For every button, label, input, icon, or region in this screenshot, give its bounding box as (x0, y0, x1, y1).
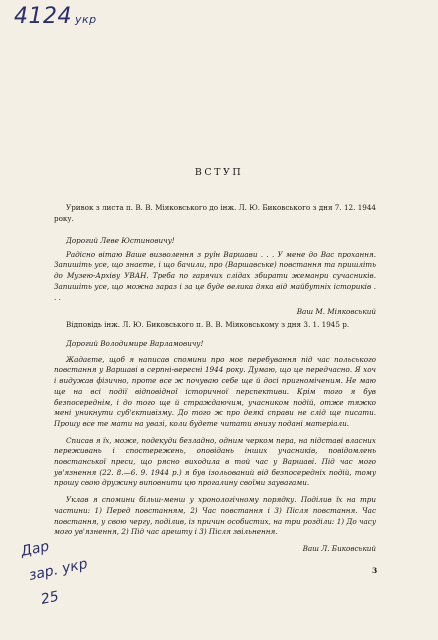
letter-2-para-3: Уклав я спомини більш-менш у хронологічному порядку. Поділив їх на три частини: 1) Перед повстанням, 2) Час повстання і 3) Після повстання. Час повстання, у свою чергу, поділив, із причин особистих, на три розділи: 1) До часу мого ув'язнення, 2) Під час арешту і 3) Після звільнення. (54, 495, 376, 537)
letter-2-para-1: Жадаєте, щоб я написав спомини про моє перебування під час польського повстання у Варшаві в серпні-вересні 1944 року. Думаю, що це передчасно. Я хоч і видужав фізично, проте все ж почуваю себе ще й досі пригноміченим. Не маю ще на всі події відповідної історичної перспективи. Крім того я був безпосереднім, і до того ще й страждаючим, учасником подій, отже тяжко мені уникнути суб'єктивізму. До того ж про деякі справи не слід ще писати. Прошу все те мати на увазі, коли будете читати внизу подані матеріали. (54, 354, 376, 428)
catalog-suffix: укр (75, 13, 97, 26)
handwritten-donation-note (20, 530, 120, 610)
reply-intro: Відповідь інж. Л. Ю. Биковського п. В. В. Міяковському з дня 3. 1. 1945 р. (66, 320, 350, 329)
letter-excerpt-heading (54, 203, 376, 224)
letter-2-para-2: Списав я їх, може, подекуди безладно, одним черком пера, на підставі власних переживань і спостережень, оповідань інших учасників, повідомлень повстанської преси, що рясно виходила в той час у Варшаві. Під час мого ув'язнення (22. 8.—6. 9. 1944 р.) я був ізольований від безпосередніх подій, тому прошу свою дружину виповнити цю прогалину своїми заувагами. (54, 435, 376, 488)
catalog-number: 4124 (14, 4, 72, 29)
letter-1 (54, 236, 376, 318)
salutation-1: Дорогий Леве Юстиновичу! (66, 236, 175, 245)
signature-1: Ваш М. Міяковський (296, 307, 376, 317)
signature-2: Ваш Л. Биковський (302, 543, 376, 553)
handwritten-catalog-number (14, 4, 97, 29)
excerpt-intro: Уривок з листа п. В. В. Міяковського до інж. Л. Ю. Биковського з дня 7. 12. 1944 року. (54, 203, 376, 223)
page-title: ВСТУП (194, 167, 244, 178)
hand-line-3: 25 (39, 588, 61, 608)
reply-heading (54, 320, 376, 331)
hand-line-1: Дар (20, 538, 51, 560)
page-number: 3 (372, 566, 378, 575)
hand-line-2: зар. укр (27, 555, 89, 584)
letter-1-body: Радісно вітаю Ваше визволення з руїн Варшави . . . У мене до Вас прохання. Запишіть усе, що знаєте, і що бачили, про (Варшавське) повстання та пришліть до Музею-Архіву УВАН. Треба по гарячих слідах збирати жеманри сучасників. Запишіть усе, що можна зараз і за це буде велика дяка від майбутніх істориків . . . (54, 249, 376, 302)
letter-2 (54, 339, 376, 555)
salutation-2: Дорогий Володимире Варламовичу! (66, 339, 204, 348)
